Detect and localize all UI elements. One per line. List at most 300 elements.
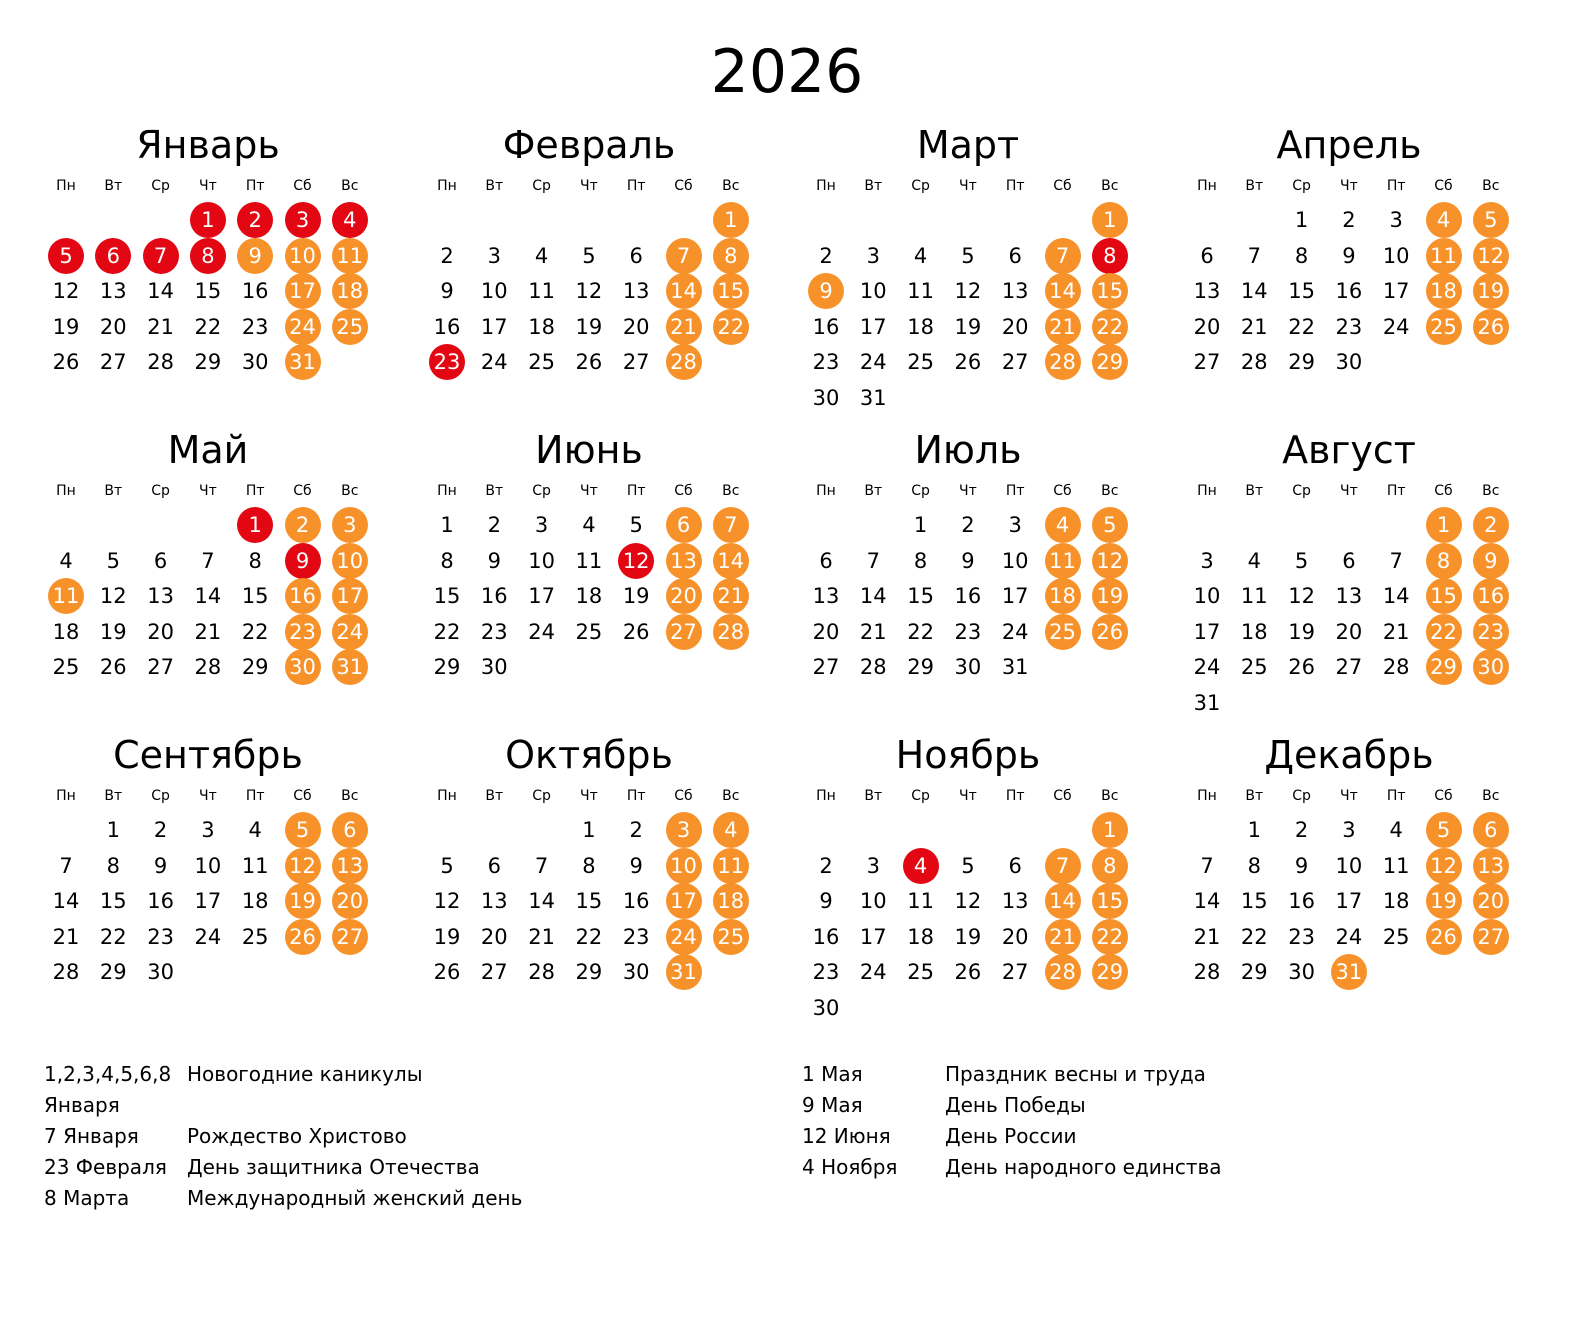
weekend-day: 2: [285, 507, 321, 543]
weekday-label: Пт: [1386, 788, 1406, 804]
weekend-day: 19: [1426, 883, 1462, 919]
weekend-day: 14: [1045, 273, 1081, 309]
weekday-label: Вт: [104, 178, 123, 194]
day: 16: [1288, 889, 1315, 914]
day: 4: [582, 513, 596, 537]
day: 15: [194, 279, 222, 304]
day: 10: [480, 279, 508, 304]
day: 13: [147, 584, 174, 609]
weekend-day: 4: [713, 812, 749, 848]
holiday-day: 6: [95, 238, 131, 274]
weekday-label: Вс: [1101, 483, 1119, 499]
day: 2: [819, 243, 833, 268]
day: 1: [582, 818, 596, 842]
weekday-label: Вс: [1101, 788, 1119, 804]
weekend-day: 13: [1473, 848, 1509, 884]
day: 22: [575, 924, 603, 949]
weekend-day: 2: [1473, 507, 1509, 543]
day: 21: [52, 924, 80, 949]
weekend-day: 7: [1045, 238, 1081, 274]
day: 11: [1240, 584, 1268, 609]
legend-date: 1,2,3,4,5,6,8 Января: [44, 1062, 172, 1117]
day: 16: [480, 584, 508, 609]
day: 21: [528, 924, 555, 949]
weekend-day: 22: [1092, 309, 1128, 345]
day: 29: [194, 350, 222, 375]
weekday-label: Вт: [1245, 483, 1264, 499]
weekday-label: Вт: [864, 788, 883, 804]
day: 16: [954, 584, 982, 609]
day: 25: [241, 924, 269, 949]
day: 4: [1389, 818, 1403, 842]
weekend-day: 22: [1426, 614, 1462, 650]
month-4: [1179, 122, 1519, 422]
weekday-label: Пн: [56, 788, 76, 804]
day: 9: [487, 548, 501, 573]
day: 20: [1193, 314, 1221, 339]
weekday-label: Ср: [151, 178, 170, 194]
weekday-label: Вс: [1101, 178, 1119, 194]
day: 6: [1008, 853, 1022, 878]
day: 20: [1335, 619, 1363, 644]
month-12: [1179, 732, 1519, 1032]
day: 21: [1382, 619, 1410, 644]
month-title: Апрель: [1276, 123, 1422, 167]
day: 30: [241, 350, 269, 375]
day: 23: [1335, 314, 1363, 339]
day: 28: [1382, 655, 1410, 680]
day: 5: [1294, 548, 1309, 573]
weekday-label: Ср: [532, 483, 551, 499]
day: 16: [812, 924, 840, 949]
day: 29: [1288, 350, 1315, 375]
weekday-label: Вс: [722, 178, 740, 194]
weekday-label: Пт: [1386, 483, 1406, 499]
legend-date: 7 Января: [44, 1124, 139, 1148]
weekday-label: Пн: [1197, 483, 1217, 499]
weekend-day: 28: [713, 614, 749, 650]
month-8: [1179, 427, 1519, 727]
weekday-label: Пн: [437, 178, 457, 194]
weekend-day: 5: [1473, 202, 1509, 238]
weekend-day: 20: [332, 883, 368, 919]
day: 23: [1288, 924, 1315, 949]
day: 21: [147, 314, 174, 339]
day: 25: [1382, 924, 1410, 949]
day: 24: [859, 960, 887, 985]
day: 13: [99, 279, 127, 304]
day: 6: [1008, 243, 1022, 268]
day: 15: [1288, 279, 1315, 304]
day: 1: [1294, 208, 1309, 232]
day: 22: [241, 619, 269, 644]
day: 7: [866, 548, 880, 573]
day: 27: [1335, 655, 1363, 680]
day: 3: [866, 853, 880, 878]
day: 22: [1240, 924, 1268, 949]
weekend-day: 9: [808, 273, 844, 309]
weekday-label: Чт: [959, 788, 977, 804]
day: 20: [1001, 924, 1029, 949]
day: 15: [99, 889, 127, 914]
day: 26: [575, 350, 603, 375]
weekday-label: Сб: [1053, 788, 1072, 804]
weekend-day: 29: [1092, 954, 1128, 990]
weekend-day: 11: [1426, 238, 1462, 274]
weekend-day: 10: [332, 543, 368, 579]
month-10: [419, 732, 759, 1032]
weekend-day: 11: [48, 578, 84, 614]
weekend-day: 19: [1473, 273, 1509, 309]
day: 17: [859, 924, 887, 949]
weekday-label: Пн: [56, 178, 76, 194]
day: 15: [241, 584, 269, 609]
day: 23: [147, 924, 174, 949]
day: 18: [1240, 619, 1268, 644]
weekday-label: Ср: [1292, 178, 1311, 194]
day: 17: [480, 314, 508, 339]
day: 26: [622, 619, 650, 644]
weekday-label: Чт: [580, 483, 598, 499]
day: 23: [241, 314, 269, 339]
day: 31: [1001, 655, 1029, 680]
day: 5: [629, 513, 643, 537]
day: 20: [812, 619, 840, 644]
weekday-label: Вт: [485, 788, 504, 804]
month-2: [419, 122, 759, 422]
weekday-label: Пт: [245, 178, 265, 194]
weekend-day: 5: [1426, 812, 1462, 848]
day: 29: [433, 655, 461, 680]
weekend-day: 20: [1473, 883, 1509, 919]
weekday-label: Пн: [816, 483, 836, 499]
day: 5: [961, 853, 975, 878]
month-1: [38, 122, 378, 422]
day: 8: [248, 548, 262, 573]
day: 27: [1001, 350, 1029, 375]
weekend-day: 18: [1045, 578, 1081, 614]
weekend-day: 11: [1045, 543, 1081, 579]
weekend-day: 14: [666, 273, 702, 309]
weekend-day: 30: [285, 649, 321, 685]
day: 9: [961, 548, 975, 573]
weekday-label: Вт: [104, 788, 123, 804]
day: 10: [1001, 548, 1029, 573]
day: 6: [1342, 548, 1356, 573]
day: 2: [153, 818, 168, 842]
day: 27: [812, 655, 840, 680]
weekend-day: 31: [332, 649, 368, 685]
day: 25: [52, 655, 80, 680]
day: 9: [153, 853, 168, 878]
day: 27: [99, 350, 127, 375]
day: 11: [575, 548, 603, 573]
legend-holiday-name: День защитника Отечества: [187, 1155, 480, 1179]
day: 16: [812, 314, 840, 339]
weekend-day: 11: [713, 848, 749, 884]
weekday-label: Сб: [1434, 788, 1453, 804]
weekend-day: 12: [1092, 543, 1128, 579]
weekend-day: 4: [1426, 202, 1462, 238]
day: 26: [1288, 655, 1315, 680]
weekend-day: 23: [1473, 614, 1509, 650]
legend-row: [44, 1121, 684, 1152]
weekend-day: 23: [285, 614, 321, 650]
day: 30: [954, 655, 982, 680]
day: 21: [1193, 924, 1221, 949]
weekend-day: 28: [1045, 344, 1081, 380]
weekend-day: 19: [285, 883, 321, 919]
weekday-label: Сб: [674, 483, 693, 499]
day: 28: [147, 350, 174, 375]
weekend-day: 12: [1473, 238, 1509, 274]
day: 2: [487, 513, 501, 537]
weekend-day: 31: [666, 954, 702, 990]
weekday-label: Сб: [293, 483, 312, 499]
legend-holiday-name: День России: [945, 1124, 1077, 1148]
weekend-day: 21: [713, 578, 749, 614]
holiday-day: 4: [903, 848, 939, 884]
day: 28: [859, 655, 887, 680]
weekend-day: 16: [285, 578, 321, 614]
weekday-label: Пт: [245, 788, 265, 804]
day: 1: [913, 513, 928, 537]
weekday-label: Ср: [911, 483, 930, 499]
weekday-label: Чт: [199, 483, 217, 499]
day: 24: [859, 350, 887, 375]
weekday-label: Вт: [1245, 178, 1264, 194]
day: 24: [1382, 314, 1410, 339]
day: 28: [1193, 960, 1221, 985]
day: 18: [528, 314, 555, 339]
legend-row: [44, 1183, 684, 1214]
weekday-label: Чт: [1340, 178, 1358, 194]
day: 14: [1382, 584, 1410, 609]
day: 10: [1193, 584, 1221, 609]
day: 26: [954, 350, 982, 375]
day: 30: [1288, 960, 1315, 985]
day: 7: [534, 853, 549, 878]
day: 26: [52, 350, 80, 375]
day: 12: [433, 889, 461, 914]
day: 9: [819, 889, 833, 914]
holiday-day: 12: [618, 543, 654, 579]
weekend-day: 10: [285, 238, 321, 274]
legend-row: [44, 1152, 684, 1183]
day: 8: [582, 853, 596, 878]
month-title: Июнь: [535, 428, 643, 472]
day: 30: [812, 386, 840, 410]
day: 28: [528, 960, 555, 985]
day: 19: [954, 314, 982, 339]
day: 12: [954, 279, 982, 304]
day: 5: [440, 853, 454, 878]
holiday-day: 23: [429, 344, 465, 380]
weekend-day: 4: [1045, 507, 1081, 543]
day: 24: [194, 924, 222, 949]
weekday-label: Пн: [816, 788, 836, 804]
day: 5: [582, 243, 596, 268]
weekday-label: Пн: [816, 178, 836, 194]
weekday-label: Сб: [1434, 178, 1453, 194]
day: 3: [866, 243, 880, 268]
day: 18: [575, 584, 603, 609]
day: 6: [153, 548, 168, 573]
weekend-day: 8: [1426, 543, 1462, 579]
weekday-label: Вс: [1482, 178, 1500, 194]
weekend-day: 31: [285, 344, 321, 380]
day: 13: [1193, 279, 1221, 304]
holiday-day: 3: [285, 202, 321, 238]
day: 10: [1382, 243, 1410, 268]
month-title: Июль: [914, 428, 1022, 472]
weekend-day: 5: [285, 812, 321, 848]
weekday-label: Пн: [437, 788, 457, 804]
weekend-day: 21: [1045, 309, 1081, 345]
weekend-day: 1: [1092, 202, 1128, 238]
day: 2: [1342, 208, 1356, 232]
weekend-day: 27: [1473, 919, 1509, 955]
day: 12: [575, 279, 603, 304]
holiday-legend-left: [44, 1059, 684, 1214]
weekend-day: 26: [1426, 919, 1462, 955]
day: 12: [954, 889, 982, 914]
weekend-day: 29: [1426, 649, 1462, 685]
legend-date: 12 Июня: [802, 1124, 891, 1148]
month-title: Октябрь: [505, 733, 673, 777]
day: 19: [433, 924, 461, 949]
weekend-day: 28: [1045, 954, 1081, 990]
weekend-day: 8: [713, 238, 749, 274]
weekend-day: 18: [332, 273, 368, 309]
day: 10: [859, 279, 887, 304]
weekend-day: 30: [1473, 649, 1509, 685]
weekend-day: 15: [1092, 273, 1128, 309]
weekday-label: Пн: [437, 483, 457, 499]
day: 2: [819, 853, 833, 878]
day: 9: [1294, 853, 1309, 878]
day: 12: [99, 584, 127, 609]
day: 28: [194, 655, 222, 680]
day: 29: [241, 655, 269, 680]
weekend-day: 18: [1426, 273, 1462, 309]
holiday-day: 8: [1092, 238, 1128, 274]
month-title: Сентябрь: [113, 733, 303, 777]
weekday-label: Ср: [1292, 788, 1311, 804]
day: 5: [106, 548, 120, 573]
weekday-label: Вс: [722, 788, 740, 804]
day: 7: [1200, 853, 1214, 878]
day: 21: [1240, 314, 1268, 339]
day: 24: [1335, 924, 1363, 949]
weekend-day: 21: [1045, 919, 1081, 955]
day: 17: [1193, 619, 1221, 644]
day: 23: [480, 619, 508, 644]
weekday-label: Чт: [1340, 483, 1358, 499]
weekday-label: Пт: [1386, 178, 1406, 194]
weekend-day: 1: [713, 202, 749, 238]
legend-date: 8 Марта: [44, 1186, 130, 1210]
legend-holiday-name: День народного единства: [945, 1155, 1222, 1179]
day: 4: [1247, 548, 1261, 573]
month-title: Декабрь: [1264, 733, 1434, 777]
day: 5: [961, 243, 975, 268]
day: 23: [812, 960, 840, 985]
day: 4: [248, 818, 262, 842]
month-title: Ноябрь: [895, 733, 1041, 777]
day: 23: [622, 924, 650, 949]
weekend-day: 17: [285, 273, 321, 309]
day: 29: [1240, 960, 1268, 985]
day: 20: [480, 924, 508, 949]
weekday-label: Пн: [1197, 788, 1217, 804]
day: 3: [1200, 548, 1214, 573]
weekday-label: Вс: [341, 483, 359, 499]
day: 10: [528, 548, 555, 573]
day: 24: [1193, 655, 1221, 680]
weekend-day: 3: [332, 507, 368, 543]
day: 19: [622, 584, 650, 609]
day: 18: [907, 314, 934, 339]
weekday-label: Пт: [1005, 178, 1025, 194]
weekday-label: Сб: [674, 178, 693, 194]
weekend-day: 13: [666, 543, 702, 579]
weekday-label: Пт: [626, 483, 646, 499]
weekday-label: Чт: [959, 178, 977, 194]
weekend-day: 7: [1045, 848, 1081, 884]
weekend-day: 1: [1426, 507, 1462, 543]
day: 16: [147, 889, 174, 914]
weekend-day: 15: [1092, 883, 1128, 919]
day: 19: [575, 314, 603, 339]
day: 7: [201, 548, 215, 573]
weekend-day: 21: [666, 309, 702, 345]
day: 25: [1240, 655, 1268, 680]
legend-date: 23 Февраля: [44, 1155, 167, 1179]
weekend-day: 26: [1092, 614, 1128, 650]
day: 13: [812, 584, 840, 609]
weekend-day: 28: [666, 344, 702, 380]
day: 7: [59, 853, 73, 878]
weekend-day: 17: [666, 883, 702, 919]
weekday-label: Вт: [485, 178, 504, 194]
legend-row: [802, 1121, 1442, 1152]
holiday-day: 4: [332, 202, 368, 238]
month-11: [798, 732, 1138, 1032]
holiday-day: 5: [48, 238, 84, 274]
weekend-day: 8: [1092, 848, 1128, 884]
day: 8: [1294, 243, 1309, 268]
day: 11: [907, 279, 934, 304]
day: 17: [1001, 584, 1029, 609]
day: 19: [99, 619, 127, 644]
weekend-day: 20: [666, 578, 702, 614]
weekend-day: 16: [1473, 578, 1509, 614]
day: 13: [622, 279, 650, 304]
weekend-day: 25: [1426, 309, 1462, 345]
day: 25: [907, 960, 934, 985]
day: 24: [1001, 619, 1029, 644]
day: 12: [52, 279, 80, 304]
month-title: Март: [916, 123, 1020, 167]
day: 13: [1001, 889, 1029, 914]
legend-holiday-name: Рождество Христово: [187, 1124, 407, 1148]
day: 8: [440, 548, 454, 573]
day: 14: [859, 584, 887, 609]
day: 15: [575, 889, 603, 914]
day: 21: [859, 619, 887, 644]
day: 17: [859, 314, 887, 339]
